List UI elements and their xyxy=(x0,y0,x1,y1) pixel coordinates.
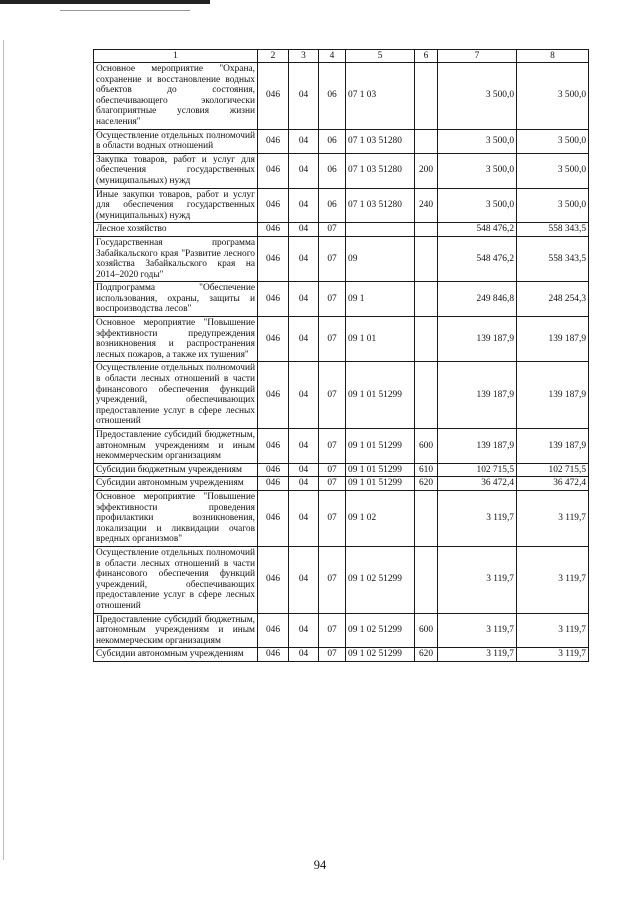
amount-year2-cell: 3 500,0 xyxy=(517,153,589,188)
expense-type-cell xyxy=(415,223,438,237)
row-name-cell: Предоставление субсидий бюджетным, автономным учреждениям и иным некоммерческим организациям xyxy=(94,429,258,464)
row-name-cell: Осуществление отдельных полномочий в области лесных отношений в части финансового обеспечения функций учреждений, обеспечивающих предоставление услуг в сфере лесных отношений xyxy=(94,546,258,613)
section-code-cell: 04 xyxy=(289,153,319,188)
row-name-cell: Закупка товаров, работ и услуг для обеспечения государственных (муниципальных) нужд xyxy=(94,153,258,188)
target-article-cell: 09 1 02 51299 xyxy=(346,546,415,613)
ministry-code-cell: 046 xyxy=(258,223,289,237)
target-article-cell: 07 1 03 xyxy=(346,63,415,130)
subsection-code-cell: 07 xyxy=(319,613,346,648)
section-code-cell: 04 xyxy=(289,129,319,153)
amount-year2-cell: 3 119,7 xyxy=(517,613,589,648)
row-name-cell: Субсидии автономным учреждениям xyxy=(94,648,258,662)
amount-year1-cell: 139 187,9 xyxy=(438,429,517,464)
header-col-6: 6 xyxy=(415,50,438,63)
header-col-7: 7 xyxy=(438,50,517,63)
table-row xyxy=(94,236,589,281)
page-number: 94 xyxy=(313,858,327,872)
table-row xyxy=(94,223,589,237)
amount-year2-cell: 3 119,7 xyxy=(517,648,589,662)
target-article-cell: 09 1 02 51299 xyxy=(346,613,415,648)
row-name-cell: Государственная программа Забайкальского края "Развитие лесного хозяйства Забайкальского края на 2014–2020 годы" xyxy=(94,236,258,281)
target-article-cell xyxy=(346,223,415,237)
amount-year1-cell: 548 476,2 xyxy=(438,236,517,281)
amount-year1-cell: 3 119,7 xyxy=(438,546,517,613)
subsection-code-cell: 07 xyxy=(319,362,346,429)
amount-year1-cell: 3 500,0 xyxy=(438,129,517,153)
row-name-cell: Основное мероприятие "Повышение эффективности предупреждения возникновения и распространения лесных пожаров, а также их тушения" xyxy=(94,317,258,362)
subsection-code-cell: 06 xyxy=(319,153,346,188)
scan-left-edge xyxy=(3,40,4,860)
ministry-code-cell: 046 xyxy=(258,317,289,362)
expense-type-cell: 610 xyxy=(415,463,438,477)
table-row xyxy=(94,153,589,188)
table-row xyxy=(94,282,589,317)
subsection-code-cell: 07 xyxy=(319,236,346,281)
ministry-code-cell: 046 xyxy=(258,613,289,648)
amount-year1-cell: 548 476,2 xyxy=(438,223,517,237)
expense-type-cell xyxy=(415,490,438,546)
section-code-cell: 04 xyxy=(289,223,319,237)
ministry-code-cell: 046 xyxy=(258,429,289,464)
amount-year1-cell: 3 119,7 xyxy=(438,490,517,546)
table-row xyxy=(94,429,589,464)
header-col-4: 4 xyxy=(319,50,346,63)
amount-year1-cell: 3 500,0 xyxy=(438,188,517,223)
subsection-code-cell: 07 xyxy=(319,490,346,546)
table-row xyxy=(94,490,589,546)
amount-year2-cell: 3 119,7 xyxy=(517,490,589,546)
section-code-cell: 04 xyxy=(289,362,319,429)
table-row xyxy=(94,613,589,648)
target-article-cell: 09 1 01 51299 xyxy=(346,477,415,491)
header-col-3: 3 xyxy=(289,50,319,63)
amount-year2-cell: 3 119,7 xyxy=(517,546,589,613)
subsection-code-cell: 07 xyxy=(319,546,346,613)
amount-year2-cell: 139 187,9 xyxy=(517,317,589,362)
table-row xyxy=(94,463,589,477)
ministry-code-cell: 046 xyxy=(258,648,289,662)
section-code-cell: 04 xyxy=(289,236,319,281)
table-row xyxy=(94,188,589,223)
amount-year2-cell: 139 187,9 xyxy=(517,429,589,464)
amount-year1-cell: 249 846,8 xyxy=(438,282,517,317)
target-article-cell: 09 1 01 51299 xyxy=(346,463,415,477)
table-row xyxy=(94,546,589,613)
table-row xyxy=(94,648,589,662)
target-article-cell: 07 1 03 51280 xyxy=(346,153,415,188)
ministry-code-cell: 046 xyxy=(258,129,289,153)
section-code-cell: 04 xyxy=(289,317,319,362)
section-code-cell: 04 xyxy=(289,463,319,477)
table-row xyxy=(94,477,589,491)
amount-year2-cell: 3 500,0 xyxy=(517,129,589,153)
ministry-code-cell: 046 xyxy=(258,282,289,317)
row-name-cell: Субсидии автономным учреждениям xyxy=(94,477,258,491)
row-name-cell: Подпрограмма "Обеспечение использования, охраны, защиты и воспроизводства лесов" xyxy=(94,282,258,317)
row-name-cell: Лесное хозяйство xyxy=(94,223,258,237)
section-code-cell: 04 xyxy=(289,648,319,662)
target-article-cell: 09 1 01 xyxy=(346,317,415,362)
amount-year1-cell: 3 500,0 xyxy=(438,63,517,130)
subsection-code-cell: 07 xyxy=(319,429,346,464)
table-row xyxy=(94,317,589,362)
expense-type-cell xyxy=(415,282,438,317)
subsection-code-cell: 06 xyxy=(319,188,346,223)
amount-year2-cell: 248 254,3 xyxy=(517,282,589,317)
ministry-code-cell: 046 xyxy=(258,546,289,613)
section-code-cell: 04 xyxy=(289,282,319,317)
header-col-8: 8 xyxy=(517,50,589,63)
expense-type-cell: 600 xyxy=(415,613,438,648)
amount-year2-cell: 36 472,4 xyxy=(517,477,589,491)
ministry-code-cell: 046 xyxy=(258,362,289,429)
table-header xyxy=(94,50,589,63)
subsection-code-cell: 06 xyxy=(319,129,346,153)
expense-type-cell xyxy=(415,362,438,429)
expense-type-cell: 620 xyxy=(415,477,438,491)
expense-type-cell: 600 xyxy=(415,429,438,464)
expense-type-cell xyxy=(415,236,438,281)
table-body xyxy=(94,63,589,662)
amount-year2-cell: 3 500,0 xyxy=(517,63,589,130)
target-article-cell: 09 xyxy=(346,236,415,281)
subsection-code-cell: 07 xyxy=(319,463,346,477)
target-article-cell: 09 1 xyxy=(346,282,415,317)
amount-year1-cell: 3 119,7 xyxy=(438,613,517,648)
expense-type-cell xyxy=(415,317,438,362)
target-article-cell: 09 1 02 51299 xyxy=(346,648,415,662)
expense-type-cell: 620 xyxy=(415,648,438,662)
amount-year1-cell: 139 187,9 xyxy=(438,317,517,362)
expense-type-cell xyxy=(415,546,438,613)
amount-year1-cell: 139 187,9 xyxy=(438,362,517,429)
subsection-code-cell: 07 xyxy=(319,477,346,491)
header-col-2: 2 xyxy=(258,50,289,63)
target-article-cell: 09 1 01 51299 xyxy=(346,362,415,429)
ministry-code-cell: 046 xyxy=(258,236,289,281)
subsection-code-cell: 07 xyxy=(319,282,346,317)
ministry-code-cell: 046 xyxy=(258,153,289,188)
amount-year1-cell: 102 715,5 xyxy=(438,463,517,477)
target-article-cell: 07 1 03 51280 xyxy=(346,188,415,223)
section-code-cell: 04 xyxy=(289,546,319,613)
section-code-cell: 04 xyxy=(289,490,319,546)
expense-type-cell xyxy=(415,129,438,153)
table-row xyxy=(94,129,589,153)
scan-edge-line xyxy=(60,10,190,11)
subsection-code-cell: 07 xyxy=(319,317,346,362)
row-name-cell: Осуществление отдельных полномочий в области водных отношений xyxy=(94,129,258,153)
ministry-code-cell: 046 xyxy=(258,188,289,223)
ministry-code-cell: 046 xyxy=(258,63,289,130)
subsection-code-cell: 07 xyxy=(319,223,346,237)
target-article-cell: 09 1 01 51299 xyxy=(346,429,415,464)
row-name-cell: Основное мероприятие "Повышение эффективности проведения профилактики возникновения, локализации и ликвидации очагов вредных организмов" xyxy=(94,490,258,546)
header-col-5: 5 xyxy=(346,50,415,63)
row-name-cell: Предоставление субсидий бюджетным, автономным учреждениям и иным некоммерческим организациям xyxy=(94,613,258,648)
row-name-cell: Субсидии бюджетным учреждениям xyxy=(94,463,258,477)
section-code-cell: 04 xyxy=(289,429,319,464)
amount-year2-cell: 558 343,5 xyxy=(517,223,589,237)
budget-table xyxy=(93,49,589,662)
amount-year1-cell: 3 119,7 xyxy=(438,648,517,662)
section-code-cell: 04 xyxy=(289,63,319,130)
subsection-code-cell: 07 xyxy=(319,648,346,662)
amount-year2-cell: 3 500,0 xyxy=(517,188,589,223)
expense-type-cell xyxy=(415,63,438,130)
ministry-code-cell: 046 xyxy=(258,490,289,546)
ministry-code-cell: 046 xyxy=(258,477,289,491)
target-article-cell: 09 1 02 xyxy=(346,490,415,546)
row-name-cell: Основное мероприятие "Охрана, сохранение и восстановление водных объектов до состояния, обеспечивающего экологически благоприятные условия жизни населения" xyxy=(94,63,258,130)
row-name-cell: Иные закупки товаров, работ и услуг для обеспечения государственных (муниципальных) нужд xyxy=(94,188,258,223)
expense-type-cell: 240 xyxy=(415,188,438,223)
section-code-cell: 04 xyxy=(289,613,319,648)
section-code-cell: 04 xyxy=(289,477,319,491)
table-row xyxy=(94,362,589,429)
amount-year1-cell: 36 472,4 xyxy=(438,477,517,491)
amount-year1-cell: 3 500,0 xyxy=(438,153,517,188)
scan-edge-mark xyxy=(0,0,210,4)
target-article-cell: 07 1 03 51280 xyxy=(346,129,415,153)
amount-year2-cell: 558 343,5 xyxy=(517,236,589,281)
expense-type-cell: 200 xyxy=(415,153,438,188)
amount-year2-cell: 102 715,5 xyxy=(517,463,589,477)
section-code-cell: 04 xyxy=(289,188,319,223)
header-col-1: 1 xyxy=(94,50,258,63)
ministry-code-cell: 046 xyxy=(258,463,289,477)
row-name-cell: Осуществление отдельных полномочий в области лесных отношений в части финансового обеспечения функций учреждений, обеспечивающих предоставление услуг в сфере лесных отношений xyxy=(94,362,258,429)
table-row xyxy=(94,63,589,130)
subsection-code-cell: 06 xyxy=(319,63,346,130)
header-row xyxy=(94,50,589,63)
amount-year2-cell: 139 187,9 xyxy=(517,362,589,429)
